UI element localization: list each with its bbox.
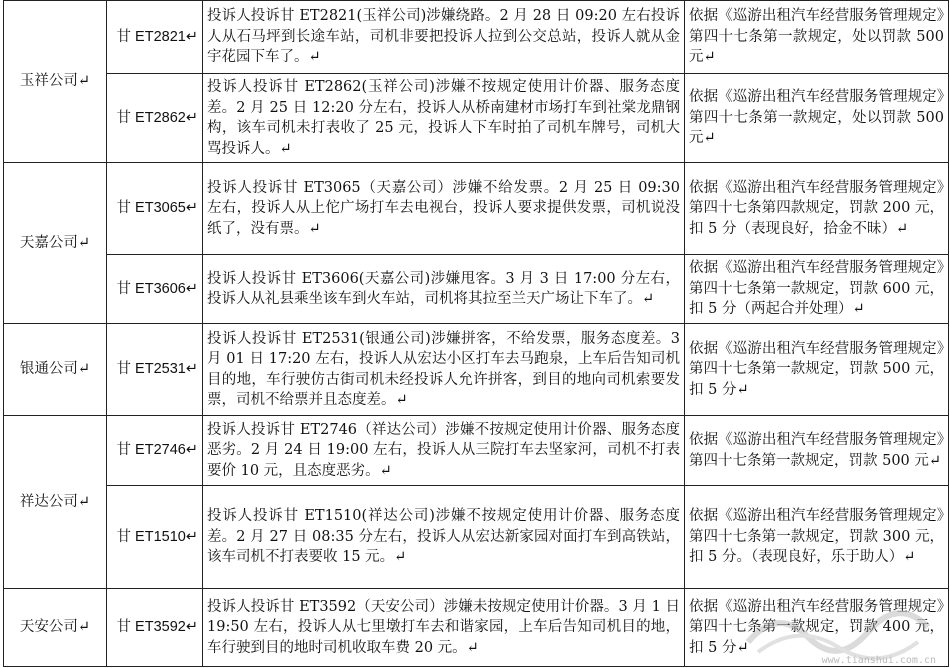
ruling-cell: 依据《巡游出租汽车经营服务管理规定》第四十七条第一款规定，处以罚款 500 元↵ (685, 74, 949, 163)
plate-cell: 甘 ET2531↵ (107, 324, 203, 416)
plate-cell: 甘 ET3065↵ (107, 163, 203, 255)
table-row (4, 416, 949, 486)
table-row (4, 486, 949, 589)
ruling-cell: 依据《巡游出租汽车经营服务管理规定》第四十七条第一款规定，罚款 500 元，扣 5 分↵ (685, 324, 949, 416)
table-row (4, 1, 949, 74)
ruling-cell: 依据《巡游出租汽车经营服务管理规定》第四十七条第一款规定，罚款 400 元，扣 5 分↵ (685, 589, 949, 667)
complaint-cell: 投诉人投诉甘 ET1510(祥达公司)涉嫌不按规定使用计价器、服务态度差。2 月 27 日 08:35 分左右，投诉人从宏达新家园对面打车到高铁站，该车司机不打表要收 15 元。↵ (203, 486, 685, 589)
ruling-cell: 依据《巡游出租汽车经营服务管理规定》第四十七条第一款规定，罚款 500 元↵ (685, 416, 949, 486)
complaint-cell: 投诉人投诉甘 ET2821(玉祥公司)涉嫌绕路。2 月 28 日 09:20 左右投诉人从石马坪到长途车站，司机非要把投诉人拉到公交总站，投诉人就从金宇花园下车了。↵ (203, 1, 685, 74)
complaint-cell: 投诉人投诉甘 ET2531(银通公司)涉嫌拼客，不给发票，服务态度差。3 月 01 日 17:20 左右，投诉人从宏达小区打车去马跑泉，上车后告知司机目的地，车行驶仿古街司机未经投诉人允许拼客，到目的地向司机索要发票，司机不给票并且态度差。↵ (203, 324, 685, 416)
company-cell: 天嘉公司↵ (4, 163, 107, 324)
complaint-cell: 投诉人投诉甘 ET2862(玉祥公司)涉嫌不按规定使用计价器、服务态度差。2 月 25 日 12:20 分左右，投诉人从桥南建材市场打车到社棠龙鼎钢构，该车司机未打表收了 25 元，投诉人下车时拍了司机车牌号，司机大骂投诉人。↵ (203, 74, 685, 163)
plate-cell: 甘 ET3592↵ (107, 589, 203, 667)
plate-cell: 甘 ET3606↵ (107, 255, 203, 324)
table-row (4, 255, 949, 324)
complaint-cell: 投诉人投诉甘 ET3606(天嘉公司)涉嫌甩客。3 月 3 日 17:00 分左右，投诉人从礼县乘坐该车到火车站，司机将其拉至兰天广场让下车了。↵ (203, 255, 685, 324)
plate-cell: 甘 ET2821↵ (107, 1, 203, 74)
plate-cell: 甘 ET2746↵ (107, 416, 203, 486)
table-row (4, 324, 949, 416)
watermark-site: www.tianshui.com.cn (821, 655, 936, 666)
table-row (4, 163, 949, 255)
table-row (4, 74, 949, 163)
ruling-cell: 依据《巡游出租汽车经营服务管理规定》第四十七条第一款规定，处以罚款 500 元↵ (685, 1, 949, 74)
company-cell: 银通公司↵ (4, 324, 107, 416)
company-cell: 祥达公司↵ (4, 416, 107, 589)
company-cell: 天安公司↵ (4, 589, 107, 667)
plate-cell: 甘 ET2862↵ (107, 74, 203, 163)
complaint-cell: 投诉人投诉甘 ET3065（天嘉公司）涉嫌不给发票。2 月 25 日 09:30 左右，投诉人从上佗广场打车去电视台，投诉人要求提供发票，司机说没纸了，没有票。↵ (203, 163, 685, 255)
complaint-cell: 投诉人投诉甘 ET2746（祥达公司）涉嫌不按规定使用计价器、服务态度恶劣。2 月 24 日 19:00 左右，投诉人从三院打车去坚家河，司机不打表要价 10 元，且态度恶劣。↵ (203, 416, 685, 486)
company-cell: 玉祥公司↵ (4, 1, 107, 163)
complaints-table (3, 0, 949, 667)
ruling-cell: 依据《巡游出租汽车经营服务管理规定》第四十七条第一款规定，罚款 300 元，扣 5 分。（表现良好，乐于助人）↵ (685, 486, 949, 589)
plate-cell: 甘 ET1510↵ (107, 486, 203, 589)
table-row (4, 589, 949, 667)
complaint-cell: 投诉人投诉甘 ET3592（天安公司）涉嫌未按规定使用计价器。3 月 1 日 19:50 左右，投诉人从七里墩打车去和谐家园，上车后告知司机目的地，车行驶到目的地时司机收取车费 20 元。↵ (203, 589, 685, 667)
ruling-cell: 依据《巡游出租汽车经营服务管理规定》第四十七条第一款规定，罚款 600 元，扣 5 分（两起合并处理）↵ (685, 255, 949, 324)
ruling-cell: 依据《巡游出租汽车经营服务管理规定》第四十七条第四款规定，罚款 200 元，扣 5 分（表现良好，拾金不昧）↵ (685, 163, 949, 255)
